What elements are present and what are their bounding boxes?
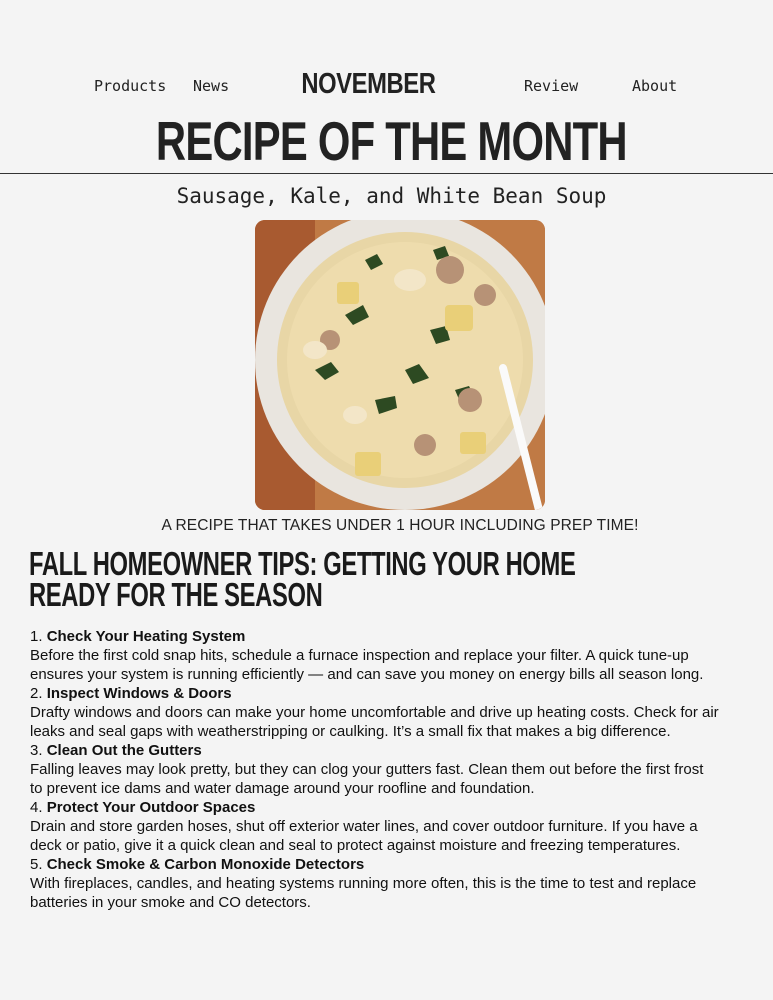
header-divider [0,173,773,174]
page-title: RECIPE OF THE MONTH [155,110,627,172]
tip-number: 3. [30,742,43,759]
tips-list [30,627,720,912]
list-item [30,741,720,798]
tip-body: Falling leaves may look pretty, but they can clog your gutters fast. Clean them out before the first frost to prevent ice dams and water damage around your roofline and foundation. [30,761,704,797]
list-item [30,855,720,912]
tip-number: 5. [30,856,43,873]
recipe-name: Sausage, Kale, and White Bean Soup [176,184,607,208]
nav-review[interactable]: Review [524,77,579,95]
nav-products[interactable]: Products [94,77,167,95]
tip-body: With fireplaces, candles, and heating systems running more often, this is the time to test and replace batteries in your smoke and CO detectors. [30,875,697,911]
tip-number: 1. [30,628,43,645]
list-item [30,627,720,684]
tip-heading: Inspect Windows & Doors [46,685,232,702]
tip-heading: Protect Your Outdoor Spaces [46,799,256,816]
nav-news[interactable]: News [193,77,230,95]
tip-number: 2. [30,685,43,702]
nav-about[interactable]: About [632,77,678,95]
list-item [30,684,720,741]
month-label: NOVEMBER [301,68,436,100]
section-title: FALL HOMEOWNER TIPS: GETTING YOUR HOME READY FOR THE SEASON [29,545,576,613]
tip-body: Drain and store garden hoses, shut off exterior water lines, and cover outdoor furniture. If you have a deck or patio, give it a quick clean and seal to protect against moisture and freezing temperatures. [30,818,698,854]
tip-heading: Check Smoke & Carbon Monoxide Detectors [46,856,365,873]
tip-body: Before the first cold snap hits, schedule a furnace inspection and replace your filter. A quick tune-up ensures your system is running efficiently — and can save you money on energy bills all season long. [30,647,704,683]
recipe-tagline: A RECIPE THAT TAKES UNDER 1 HOUR INCLUDING PREP TIME! [161,517,639,534]
list-item [30,798,720,855]
tip-body: Drafty windows and doors can make your home uncomfortable and drive up heating costs. Check for air leaks and seal gaps with weatherstripping or caulking. It’s a small fix that makes a big difference. [30,704,719,740]
tip-heading: Check Your Heating System [46,628,246,645]
tip-number: 4. [30,799,43,816]
tip-heading: Clean Out the Gutters [46,742,202,759]
soup-photo [255,220,545,510]
